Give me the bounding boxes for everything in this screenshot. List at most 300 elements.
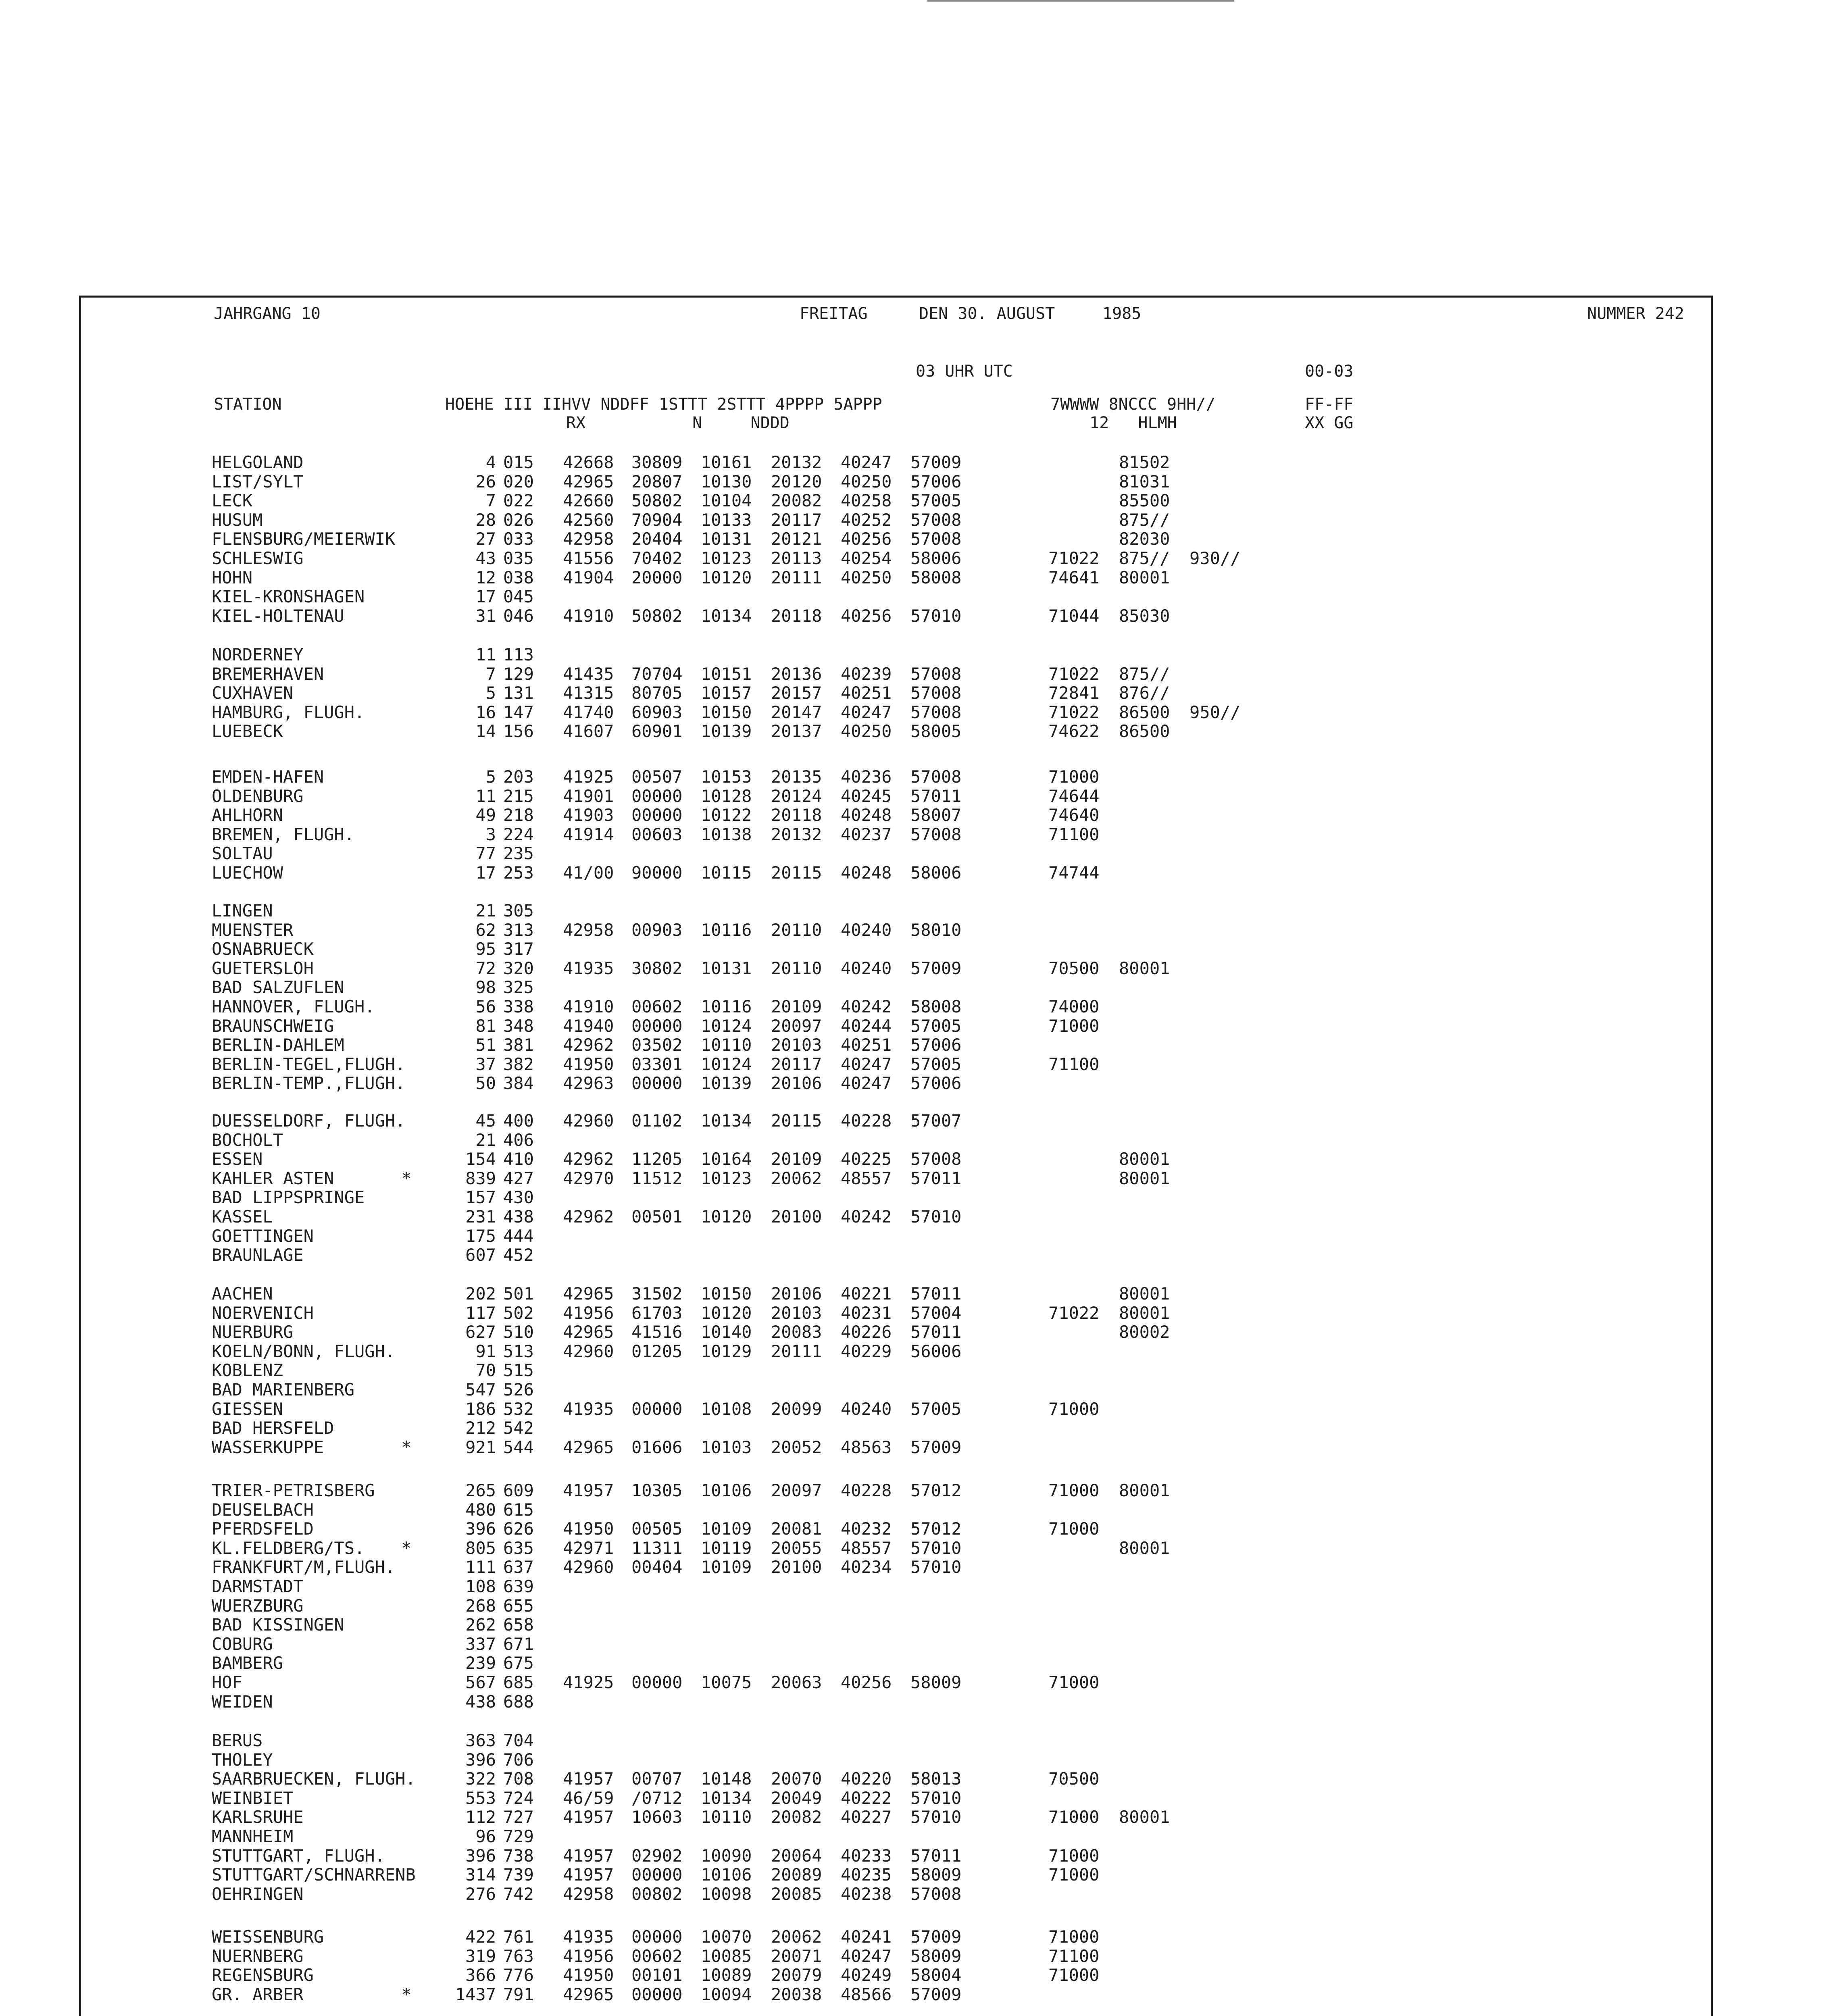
table-row	[0, 1947, 1774, 1966]
code-group: 00000	[631, 805, 683, 825]
code-group: 40258	[841, 491, 892, 511]
table-row	[0, 787, 1774, 806]
station-index: 253	[503, 863, 534, 883]
code-group: 20124	[771, 786, 822, 806]
code-group: 10124	[701, 1016, 752, 1036]
station-height: 108	[465, 1577, 496, 1596]
station-name: KARLSRUHE	[212, 1807, 304, 1827]
station-index: 131	[503, 683, 534, 703]
station-height: 265	[465, 1481, 496, 1500]
column-header-main: HOEHE III IIHVV NDDFF 1STTT 2STTT 4PPPP 5APPP	[445, 395, 882, 414]
station-name: LECK	[212, 491, 253, 511]
table-row	[0, 1885, 1774, 1904]
code-group: 41914	[563, 824, 614, 844]
code-group: 42962	[563, 1149, 614, 1169]
table-row	[0, 1577, 1774, 1596]
station-index: 384	[503, 1073, 534, 1093]
code-group: 10119	[701, 1538, 752, 1558]
table-row	[0, 510, 1774, 530]
station-height: 37	[475, 1054, 496, 1074]
code-group: 00501	[631, 1207, 683, 1227]
code-group: 42958	[563, 529, 614, 549]
code-group: 42960	[563, 1341, 614, 1361]
station-index: 763	[503, 1946, 534, 1966]
station-height: 77	[475, 843, 496, 864]
station-index: 438	[503, 1207, 534, 1227]
station-name: REGENSBURG	[212, 1965, 314, 1985]
code-group: 42965	[563, 471, 614, 492]
code-group: 42958	[563, 920, 614, 940]
code-group: 41957	[563, 1807, 614, 1827]
station-index: 020	[503, 471, 534, 492]
code-group: 00000	[631, 1865, 683, 1885]
table-row	[0, 1016, 1774, 1036]
code-group: 40237	[841, 824, 892, 844]
code-group: 41925	[563, 1672, 614, 1692]
station-name: NOERVENICH	[212, 1303, 314, 1323]
table-row	[0, 587, 1774, 606]
code-group: 20100	[771, 1557, 822, 1577]
code-group: 20038	[771, 1984, 822, 2004]
code-group: 20118	[771, 606, 822, 626]
code-group: 11311	[631, 1538, 683, 1558]
table-row	[0, 1865, 1774, 1885]
extra-group: 875//	[1119, 548, 1170, 568]
code-group: 10124	[701, 1054, 752, 1074]
code-group: 20111	[771, 1341, 822, 1361]
table-row	[0, 1342, 1774, 1361]
station-name: COBURG	[212, 1634, 273, 1654]
code-group: 20081	[771, 1519, 822, 1539]
station-height: 607	[465, 1245, 496, 1265]
table-row	[0, 491, 1774, 510]
extra-group: 71100	[1048, 824, 1100, 844]
extra-group: 74744	[1048, 863, 1100, 883]
station-name: GIESSEN	[212, 1399, 283, 1419]
station-index: 452	[503, 1245, 534, 1265]
station-index: 776	[503, 1965, 534, 1985]
station-name: BREMERHAVEN	[212, 664, 324, 684]
station-height: 5	[485, 683, 496, 703]
extra-group: 86500	[1119, 721, 1170, 741]
station-name: CUXHAVEN	[212, 683, 294, 703]
station-height: 567	[465, 1672, 496, 1692]
code-group: 41950	[563, 1965, 614, 1985]
code-group: 57006	[910, 1035, 962, 1055]
station-name: BERLIN-TEMP.,FLUGH.	[212, 1073, 406, 1093]
station-height: 1437	[455, 1984, 496, 2004]
table-row	[0, 1131, 1774, 1150]
code-group: 40235	[841, 1865, 892, 1885]
code-group: 00000	[631, 1016, 683, 1036]
table-row	[0, 645, 1774, 664]
table-row	[0, 472, 1774, 492]
code-group: 10098	[701, 1884, 752, 1904]
station-height: 14	[475, 721, 496, 741]
code-group: 58005	[910, 721, 962, 741]
code-group: 10150	[701, 1284, 752, 1304]
code-group: 20106	[771, 1284, 822, 1304]
station-height: 805	[465, 1538, 496, 1558]
station-height: 43	[475, 548, 496, 568]
code-group: 42970	[563, 1168, 614, 1188]
station-index: 729	[503, 1826, 534, 1846]
code-group: 10130	[701, 471, 752, 492]
extra-group: 71022	[1048, 664, 1100, 684]
code-group: 57009	[910, 958, 962, 978]
code-group: 41957	[563, 1481, 614, 1500]
station-name: FLENSBURG/MEIERWIK	[212, 529, 396, 549]
station-name: HOHN	[212, 567, 253, 587]
station-index: 215	[503, 786, 534, 806]
code-group: 40221	[841, 1284, 892, 1304]
extra-group: 71000	[1048, 1807, 1100, 1827]
station-name: BAD KISSINGEN	[212, 1615, 344, 1635]
code-group: 61703	[631, 1303, 683, 1323]
station-height: 27	[475, 529, 496, 549]
station-name: BRAUNSCHWEIG	[212, 1016, 334, 1036]
code-group: 40239	[841, 664, 892, 684]
code-group: 46/59	[563, 1788, 614, 1808]
code-group: 10123	[701, 1168, 752, 1188]
code-group: 30802	[631, 958, 683, 978]
code-group: 41516	[631, 1322, 683, 1342]
table-row	[0, 1322, 1774, 1342]
weekday: FREITAG	[800, 304, 868, 323]
code-group: 10139	[701, 1073, 752, 1093]
code-group: 40229	[841, 1341, 892, 1361]
extra-group: 71000	[1048, 1672, 1100, 1692]
code-group: 42965	[563, 1322, 614, 1342]
station-index: 224	[503, 824, 534, 844]
code-group: 70704	[631, 664, 683, 684]
extra-group: 71022	[1048, 1303, 1100, 1323]
code-group: 10085	[701, 1946, 752, 1966]
code-group: 00505	[631, 1519, 683, 1539]
table-row	[0, 1035, 1774, 1055]
table-row	[0, 1654, 1774, 1673]
code-group: 57008	[910, 664, 962, 684]
table-row	[0, 1304, 1774, 1323]
code-group: 57008	[910, 702, 962, 722]
extra-group: 71000	[1048, 1845, 1100, 1866]
code-group: 20120	[771, 471, 822, 492]
station-height: 7	[485, 491, 496, 511]
top-rule	[927, 0, 1234, 2]
table-row	[0, 978, 1774, 997]
code-group: 57005	[910, 1016, 962, 1036]
code-group: 40231	[841, 1303, 892, 1323]
station-height: 21	[475, 901, 496, 921]
extra-group: 71000	[1048, 1927, 1100, 1947]
station-height: 154	[465, 1149, 496, 1169]
code-group: 50802	[631, 606, 683, 626]
station-name: WUERZBURG	[212, 1595, 304, 1616]
station-index: 400	[503, 1111, 534, 1131]
code-group: 10128	[701, 786, 752, 806]
code-group: 10089	[701, 1965, 752, 1985]
station-index: 532	[503, 1399, 534, 1419]
code-group: 57009	[910, 1984, 962, 2004]
station-name: SCHLESWIG	[212, 548, 304, 568]
column-header-station: STATION	[214, 395, 282, 414]
code-group: 57011	[910, 1284, 962, 1304]
code-group: 10161	[701, 452, 752, 472]
code-group: 10120	[701, 1207, 752, 1227]
code-group: 20085	[771, 1884, 822, 1904]
station-height: 4	[485, 452, 496, 472]
code-group: 42962	[563, 1207, 614, 1227]
station-index: 325	[503, 977, 534, 998]
table-row	[0, 767, 1774, 787]
station-name: HUSUM	[212, 510, 263, 530]
mountain-marker: *	[401, 1538, 412, 1558]
code-group: 40236	[841, 767, 892, 787]
station-index: 761	[503, 1927, 534, 1947]
mountain-marker: *	[401, 1984, 412, 2004]
code-group: 20132	[771, 452, 822, 472]
code-group: 20097	[771, 1016, 822, 1036]
extra-group: 80001	[1119, 567, 1170, 587]
station-index: 045	[503, 587, 534, 607]
table-row	[0, 1481, 1774, 1500]
code-group: 10148	[701, 1769, 752, 1789]
code-group: 40222	[841, 1788, 892, 1808]
station-height: 396	[465, 1749, 496, 1770]
code-group: 20136	[771, 664, 822, 684]
code-group: 10070	[701, 1927, 752, 1947]
code-group: 20111	[771, 567, 822, 587]
code-group: 42560	[563, 510, 614, 530]
station-index: 727	[503, 1807, 534, 1827]
code-group: 03301	[631, 1054, 683, 1074]
code-group: 40226	[841, 1322, 892, 1342]
code-group: 56006	[910, 1341, 962, 1361]
code-group: 40220	[841, 1769, 892, 1789]
station-name: WASSERKUPPE	[212, 1437, 324, 1457]
code-group: 10103	[701, 1437, 752, 1457]
table-row	[0, 1380, 1774, 1400]
code-group: 40233	[841, 1845, 892, 1866]
code-group: 00000	[631, 1927, 683, 1947]
code-group: 40248	[841, 805, 892, 825]
station-name: KASSEL	[212, 1207, 273, 1227]
station-index: 235	[503, 843, 534, 864]
code-group: 41925	[563, 767, 614, 787]
code-group: 42960	[563, 1111, 614, 1131]
code-group: 60903	[631, 702, 683, 722]
station-height: 11	[475, 645, 496, 664]
extra-group: 74622	[1048, 721, 1100, 741]
table-row	[0, 1188, 1774, 1207]
code-group: 01102	[631, 1111, 683, 1131]
code-group: 58004	[910, 1965, 962, 1985]
code-group: 20109	[771, 1149, 822, 1169]
station-index: 615	[503, 1500, 534, 1520]
station-name: GUETERSLOH	[212, 958, 314, 978]
station-name: BAD LIPPSPRINGE	[212, 1187, 365, 1208]
station-height: 186	[465, 1399, 496, 1419]
station-name: BREMEN, FLUGH.	[212, 824, 355, 844]
table-row	[0, 1150, 1774, 1169]
station-height: 422	[465, 1927, 496, 1947]
table-row	[0, 1673, 1774, 1692]
station-height: 72	[475, 958, 496, 978]
code-group: 10116	[701, 920, 752, 940]
code-group: 40250	[841, 721, 892, 741]
code-group: 00000	[631, 1399, 683, 1419]
code-group: 10108	[701, 1399, 752, 1419]
code-group: 20404	[631, 529, 683, 549]
table-row	[0, 901, 1774, 921]
code-group: 40256	[841, 606, 892, 626]
station-index: 156	[503, 721, 534, 741]
station-height: 3	[485, 824, 496, 844]
code-group: 20062	[771, 1168, 822, 1188]
station-index: 609	[503, 1481, 534, 1500]
code-group: 20079	[771, 1965, 822, 1985]
station-index: 444	[503, 1226, 534, 1246]
code-group: 40228	[841, 1111, 892, 1131]
date: DEN 30. AUGUST	[919, 304, 1055, 323]
station-index: 675	[503, 1653, 534, 1673]
station-index: 046	[503, 606, 534, 626]
code-group: 70904	[631, 510, 683, 530]
code-group: 58009	[910, 1946, 962, 1966]
station-index: 738	[503, 1845, 534, 1866]
table-row	[0, 1438, 1774, 1457]
table-row	[0, 1074, 1774, 1093]
table-row	[0, 722, 1774, 741]
code-group: 10104	[701, 491, 752, 511]
issue-number: NUMMER 242	[1587, 304, 1684, 323]
station-height: 627	[465, 1322, 496, 1342]
code-group: 57008	[910, 1884, 962, 1904]
code-group: 58010	[910, 920, 962, 940]
code-group: 41910	[563, 997, 614, 1016]
code-group: 01205	[631, 1341, 683, 1361]
code-group: 42965	[563, 1437, 614, 1457]
code-group: 40242	[841, 1207, 892, 1227]
station-height: 480	[465, 1500, 496, 1520]
station-index: 305	[503, 901, 534, 921]
station-name: OEHRINGEN	[212, 1884, 304, 1904]
station-index: 129	[503, 664, 534, 684]
extra-group: 80001	[1119, 1481, 1170, 1500]
station-index: 706	[503, 1749, 534, 1770]
station-height: 45	[475, 1111, 496, 1131]
station-height: 337	[465, 1634, 496, 1654]
code-group: 40228	[841, 1481, 892, 1500]
station-name: PFERDSFELD	[212, 1519, 314, 1539]
station-height: 262	[465, 1615, 496, 1635]
station-index: 430	[503, 1187, 534, 1208]
station-height: 231	[465, 1207, 496, 1227]
station-height: 7	[485, 664, 496, 684]
station-name: KIEL-KRONSHAGEN	[212, 587, 365, 607]
station-height: 91	[475, 1341, 496, 1361]
station-index: 501	[503, 1284, 534, 1304]
code-group: 40238	[841, 1884, 892, 1904]
extra-group: 71000	[1048, 1016, 1100, 1036]
code-group: 90000	[631, 863, 683, 883]
code-group: 00603	[631, 824, 683, 844]
code-group: 57011	[910, 1845, 962, 1866]
code-group: 20118	[771, 805, 822, 825]
station-name: KIEL-HOLTENAU	[212, 606, 344, 626]
code-group: 58007	[910, 805, 962, 825]
station-height: 17	[475, 587, 496, 607]
code-group: 42960	[563, 1557, 614, 1577]
code-group: 00000	[631, 1073, 683, 1093]
code-group: 40250	[841, 567, 892, 587]
table-row	[0, 863, 1774, 883]
code-group: 20100	[771, 1207, 822, 1227]
code-group: 41956	[563, 1946, 614, 1966]
station-height: 438	[465, 1691, 496, 1712]
table-row	[0, 1692, 1774, 1712]
extra-group: 81031	[1119, 471, 1170, 492]
code-group: 20070	[771, 1769, 822, 1789]
code-group: 20115	[771, 863, 822, 883]
station-height: 70	[475, 1360, 496, 1381]
code-group: 40256	[841, 1672, 892, 1692]
code-group: 20106	[771, 1073, 822, 1093]
station-height: 314	[465, 1865, 496, 1885]
station-height: 31	[475, 606, 496, 626]
extra-group: 71000	[1048, 1865, 1100, 1885]
station-name: TRIER-PETRISBERG	[212, 1481, 375, 1500]
code-group: 02902	[631, 1845, 683, 1866]
station-name: THOLEY	[212, 1749, 273, 1770]
code-group: 20083	[771, 1322, 822, 1342]
table-row	[0, 1169, 1774, 1188]
column-header-ff: FF-FF	[1305, 395, 1354, 414]
station-name: NUERNBERG	[212, 1946, 304, 1966]
station-index: 022	[503, 491, 534, 511]
station-index: 513	[503, 1341, 534, 1361]
table-row	[0, 1966, 1774, 1985]
extra-group: 74644	[1048, 786, 1100, 806]
station-height: 117	[465, 1303, 496, 1323]
station-height: 268	[465, 1595, 496, 1616]
code-group: 41950	[563, 1519, 614, 1539]
station-name: LUEBECK	[212, 721, 283, 741]
station-height: 49	[475, 805, 496, 825]
extra-group: 875//	[1119, 664, 1170, 684]
station-height: 212	[465, 1418, 496, 1438]
table-row	[0, 1500, 1774, 1520]
table-row	[0, 703, 1774, 722]
station-name: KL.FELDBERG/TS.	[212, 1538, 365, 1558]
station-index: 637	[503, 1557, 534, 1577]
code-group: 57012	[910, 1481, 962, 1500]
code-group: 41556	[563, 548, 614, 568]
station-index: 410	[503, 1149, 534, 1169]
extra-group: 80001	[1119, 958, 1170, 978]
code-group: 57009	[910, 452, 962, 472]
code-group: 10150	[701, 702, 752, 722]
table-row	[0, 1596, 1774, 1616]
extra-group: 80002	[1119, 1322, 1170, 1342]
code-group: 20000	[631, 567, 683, 587]
table-row	[0, 1731, 1774, 1750]
station-height: 112	[465, 1807, 496, 1827]
code-group: 10133	[701, 510, 752, 530]
extra-group: 74641	[1048, 567, 1100, 587]
code-group: 57005	[910, 1054, 962, 1074]
code-group: 10110	[701, 1035, 752, 1055]
